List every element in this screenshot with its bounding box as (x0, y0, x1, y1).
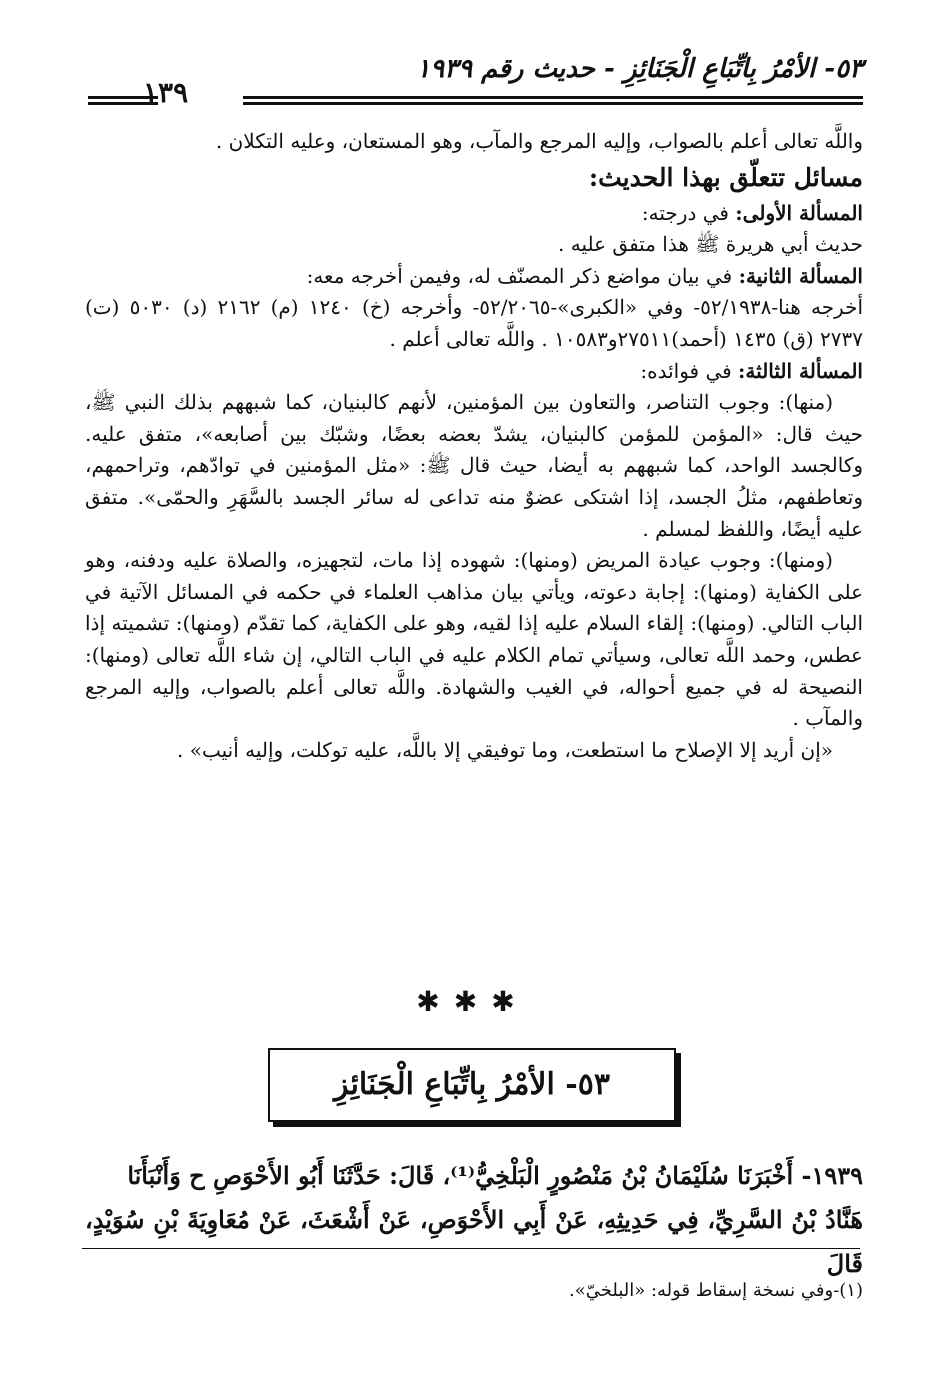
issue-2-line (85, 261, 863, 293)
issue-3-topic: في فوائده: (640, 358, 739, 383)
issue-1-body: حديث أبي هريرة ﷺ هذا متفق عليه . (558, 232, 863, 257)
section-separator-stars: ✱✱✱ (416, 985, 529, 1018)
closing-supplication: «إن أريد إلا الإصلاح ما استطعت، وما توفيقي إلا باللَّه، عليه توكلت، وإليه أنيب» . (177, 737, 833, 762)
issue-2-label: المسألة الثانية: (738, 263, 863, 288)
section-heading: مسائل تتعلّق بهذا الحديث: (588, 162, 863, 192)
header-rule-short-bottom (88, 102, 158, 105)
issue-3-label: المسألة الثالثة: (738, 358, 863, 383)
header-rule-long-bottom (243, 102, 863, 105)
issue-1-line (85, 198, 863, 230)
hadith-line-2: هَنَّادُ بْنُ السَّرِيِّ، فِي حَدِيثِهِ، عَنْ أَبِي الأَحْوَصِ، عَنْ أَشْعَثَ، عَنْ مُعَاوِيَةَ بْنِ سُوَيْدٍ، قَالَ (85, 1205, 863, 1278)
opening-paragraph: واللَّه تعالى أعلم بالصواب، وإليه المرجع والمآب، وهو المستعان، وعليه التكلان . (215, 129, 863, 153)
chapter-title: ٥٣- الأمْرُ بِاتِّبَاعِ الْجَنَائِزِ (334, 1067, 610, 1102)
header-rule-short-top (88, 96, 158, 99)
footnote-divider (82, 1248, 860, 1249)
footnote: (١)-وفي نسخة إسقاط قوله: «البلخيّ». (569, 1280, 863, 1301)
benefits-paragraph-1: (منها): وجوب التناصر، والتعاون بين المؤمنين، لأنهم كالبنيان، كما شبههم بذلك النبي ﷺ، حيث قال: «المؤمن للمؤمن كالبنيان، يشدّ بعضه بعضًا، وشبّك بين أصابعه»، متفق عليه. وكالجسد الواحد، كما شبههم به أيضا، حيث قال ﷺ: «مثل المؤمنين في توادّهم، وتراحمهم، وتعاطفهم، مثلُ الجسد، إذا اشتكى عضوٌ منه تداعى له سائر الجسد بالسَّهَرِ والحمّى». متفق عليه أيضًا، واللفظ لمسلم . (85, 390, 863, 541)
issue-1-topic: في درجته: (641, 200, 736, 225)
issue-2-topic: في بيان مواضع ذكر المصنّف له، وفيمن أخرجه معه: (306, 263, 739, 288)
benefits-paragraph-2: (ومنها): وجوب عيادة المريض (ومنها): شهوده إذا مات، لتجهيزه، والصلاة عليه ودفنه، وهو على الكفاية (ومنها): إجابة دعوته، ويأتي بيان مذاهب العلماء في حكمه في المسائل الآتية في الباب التالي. (ومنها): إلقاء السلام عليه إذا لقيه، وهو على الكفاية، كما تقدّم (ومنها): تشميته إذا عطس، وحمد اللَّه تعالى، وسيأتي تمام الكلام عليه في الباب التالي، إن شاء اللَّه تعالى (ومنها): النصيحة له في جميع أحواله، في الغيب والشهادة. واللَّه تعالى أعلم بالصواب، وإليه المرجع والمآب . (85, 548, 863, 731)
commentary-text (85, 126, 863, 766)
issue-3-line (85, 356, 863, 388)
header-rule-long-top (243, 96, 863, 99)
running-title: ٥٣- الأمْرُ بِاتِّبَاعِ الْجَنَائِزِ - حديث رقم ١٩٣٩ (416, 54, 863, 84)
hadith-line-1: ١٩٣٩- أَخْبَرَنَا سُلَيْمَانُ بْنُ مَنْصُورٍ الْبَلْخِيُّ⁽¹⁾، قَالَ: حَدَّثَنَا أَبُو الأَحْوَصِ ح وَأَنْبَأَنَا (127, 1161, 863, 1190)
issue-1-label: المسألة الأولى: (735, 200, 863, 225)
issue-2-body: أخرجه هنا-٥٢/١٩٣٨- وفي «الكبرى»-٥٢/٢٠٦٥- وأخرجه (خ) ١٢٤٠ (م) ٢١٦٢ (د) ٥٠٣٠ (ت) ٢٧٣٧ (ق) ١٤٣٥ (أحمد)٢٧٥١١و١٠٥٨٣ . واللَّه تعالى أعلم . (85, 295, 864, 351)
chapter-title-box (268, 1048, 676, 1122)
page-number: ١٣٩ (143, 76, 189, 109)
running-header (88, 54, 863, 109)
